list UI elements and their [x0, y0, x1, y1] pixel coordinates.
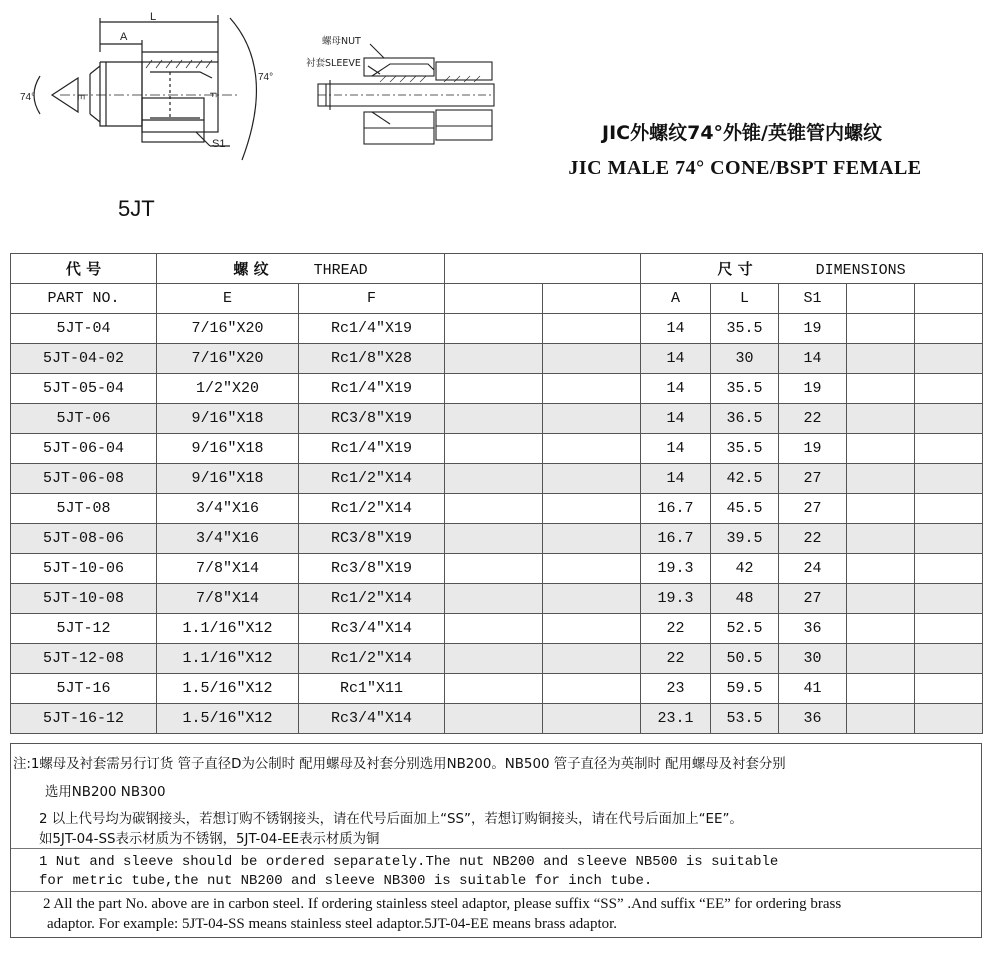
title-chinese: JIC外螺纹74°外锥/英锥管内螺纹 — [602, 122, 882, 144]
cell-thread-f: Rc1/2″X14 — [299, 494, 445, 524]
cell-empty — [847, 524, 915, 554]
cell-empty — [445, 434, 543, 464]
note-cn-2-line-1: 2 以上代号均为碳钢接头，若想订购不锈钢接头，请在代号后面加上“SS”，若想订购铜接头，请在代号后面加上“EE”。 — [39, 812, 743, 827]
cell-empty — [915, 674, 983, 704]
cell-empty — [915, 554, 983, 584]
table-row — [11, 644, 983, 674]
cell-thread-e: 1/2″X20 — [157, 374, 299, 404]
cell-empty — [915, 314, 983, 344]
cell-empty — [445, 374, 543, 404]
cell-empty — [445, 344, 543, 374]
cell-thread-f: Rc1/8″X28 — [299, 344, 445, 374]
cell-empty — [445, 644, 543, 674]
cell-empty — [847, 674, 915, 704]
label-f: F — [208, 92, 218, 98]
cell-empty — [445, 674, 543, 704]
label-nut: 螺母NUT — [322, 36, 361, 47]
cell-dim-a: 22 — [641, 644, 711, 674]
cell-empty — [445, 584, 543, 614]
cell-part-no: 5JT-12-08 — [11, 644, 157, 674]
note-en-1-line-1: 1 Nut and sleeve should be ordered separately.The nut NB200 and sleeve NB500 is suitable — [39, 854, 779, 870]
cell-dim-a: 14 — [641, 434, 711, 464]
cell-part-no: 5JT-06-08 — [11, 464, 157, 494]
cell-thread-f: RC3/8″X19 — [299, 404, 445, 434]
cell-thread-f: Rc1/2″X14 — [299, 644, 445, 674]
cell-dim-s1: 41 — [779, 674, 847, 704]
cell-thread-f: Rc1/4″X19 — [299, 314, 445, 344]
cell-thread-e: 1.1/16″X12 — [157, 644, 299, 674]
cell-dim-l: 36.5 — [711, 404, 779, 434]
header-f: F — [299, 284, 445, 314]
cell-thread-f: Rc3/4″X14 — [299, 614, 445, 644]
cell-dim-a: 23.1 — [641, 704, 711, 734]
cell-dim-s1: 14 — [779, 344, 847, 374]
cell-dim-l: 42 — [711, 554, 779, 584]
cell-part-no: 5JT-12 — [11, 614, 157, 644]
cell-empty — [847, 704, 915, 734]
table-row — [11, 674, 983, 704]
drawing-labels — [20, 11, 273, 150]
cell-empty — [445, 464, 543, 494]
cell-empty — [543, 434, 641, 464]
table-row — [11, 704, 983, 734]
header-dimensions-cn: 尺 寸 — [717, 260, 753, 278]
header-empty — [445, 284, 543, 314]
cell-part-no: 5JT-04-02 — [11, 344, 157, 374]
cell-empty — [847, 434, 915, 464]
notes-box — [10, 743, 982, 938]
cell-part-no: 5JT-06 — [11, 404, 157, 434]
cell-dim-l: 52.5 — [711, 614, 779, 644]
header-part-cn: 代 号 — [11, 254, 157, 284]
cell-empty — [915, 434, 983, 464]
cell-dim-a: 23 — [641, 674, 711, 704]
cell-dim-a: 14 — [641, 344, 711, 374]
cell-part-no: 5JT-16 — [11, 674, 157, 704]
cell-empty — [445, 494, 543, 524]
table-row — [11, 584, 983, 614]
cell-dim-s1: 36 — [779, 614, 847, 644]
cell-dim-a: 16.7 — [641, 494, 711, 524]
label-a: A — [120, 31, 128, 43]
header-a: A — [641, 284, 711, 314]
cell-thread-f: Rc3/4″X14 — [299, 704, 445, 734]
cell-empty — [445, 524, 543, 554]
header-empty — [915, 284, 983, 314]
header-blank-1 — [445, 254, 641, 284]
cell-dim-s1: 22 — [779, 404, 847, 434]
note-en-2-line-2: adaptor. For example: 5JT-04-SS means stainless steel adaptor.5JT-04-EE means brass adaptor. — [47, 916, 618, 932]
cell-thread-e: 7/16″X20 — [157, 314, 299, 344]
cell-thread-e: 1.5/16″X12 — [157, 674, 299, 704]
note-cn-2-line-2: 如5JT-04-SS表示材质为不锈钢，5JT-04-EE表示材质为铜 — [39, 832, 380, 847]
cell-empty — [915, 494, 983, 524]
cell-thread-f: Rc1/4″X19 — [299, 434, 445, 464]
header-empty — [847, 284, 915, 314]
cell-dim-l: 35.5 — [711, 314, 779, 344]
notes-divider — [11, 848, 981, 849]
specification-table — [10, 253, 983, 734]
label-l: L — [150, 11, 157, 23]
cell-dim-s1: 27 — [779, 494, 847, 524]
cell-empty — [445, 704, 543, 734]
cell-empty — [915, 644, 983, 674]
header-dimensions-en: DIMENSIONS — [815, 262, 906, 279]
cell-thread-e: 7/8″X14 — [157, 584, 299, 614]
cell-dim-a: 14 — [641, 314, 711, 344]
label-sleeve: 衬套SLEEVE — [306, 58, 361, 69]
cell-empty — [847, 494, 915, 524]
cell-empty — [847, 404, 915, 434]
cell-empty — [847, 554, 915, 584]
cell-empty — [543, 644, 641, 674]
cell-dim-a: 22 — [641, 614, 711, 644]
cell-dim-l: 48 — [711, 584, 779, 614]
cell-dim-l: 50.5 — [711, 644, 779, 674]
header-e: E — [157, 284, 299, 314]
table-row — [11, 494, 983, 524]
cell-thread-e: 9/16″X18 — [157, 464, 299, 494]
cell-thread-e: 7/16″X20 — [157, 344, 299, 374]
note-cn-1-line-1: 注:1螺母及衬套需另行订货 管子直径D为公制时 配用螺母及衬套分别选用NB200。NB500 管子直径为英制时 配用螺母及衬套分别 — [13, 757, 786, 772]
cell-empty — [847, 644, 915, 674]
label-angle-right: 74° — [258, 72, 274, 83]
cell-dim-a: 16.7 — [641, 524, 711, 554]
cell-empty — [915, 374, 983, 404]
cell-thread-f: Rc1″X11 — [299, 674, 445, 704]
cell-dim-l: 30 — [711, 344, 779, 374]
cell-dim-l: 42.5 — [711, 464, 779, 494]
cell-thread-e: 1.1/16″X12 — [157, 614, 299, 644]
cell-empty — [543, 554, 641, 584]
cell-empty — [543, 464, 641, 494]
cell-dim-s1: 19 — [779, 314, 847, 344]
cell-empty — [445, 314, 543, 344]
table-header-row-2 — [11, 284, 983, 314]
table-row — [11, 434, 983, 464]
cell-empty — [915, 704, 983, 734]
cell-part-no: 5JT-08-06 — [11, 524, 157, 554]
cell-empty — [915, 344, 983, 374]
cell-empty — [543, 344, 641, 374]
cell-thread-e: 9/16″X18 — [157, 404, 299, 434]
cell-thread-e: 3/4″X16 — [157, 494, 299, 524]
note-en-2-line-1: 2 All the part No. above are in carbon steel. If ordering stainless steel adaptor, please suffix “SS” .And suffix “EE” for ordering brass — [43, 896, 842, 912]
cell-thread-f: Rc1/2″X14 — [299, 584, 445, 614]
header-l: L — [711, 284, 779, 314]
table-row — [11, 614, 983, 644]
label-s1: S1 — [212, 138, 226, 150]
cell-empty — [543, 314, 641, 344]
cell-dim-a: 14 — [641, 374, 711, 404]
header-thread — [157, 254, 445, 284]
cell-empty — [847, 314, 915, 344]
title-english: JIC MALE 74° CONE/BSPT FEMALE — [568, 157, 922, 179]
cell-empty — [915, 404, 983, 434]
cell-empty — [847, 584, 915, 614]
note-cn-1-line-2: 选用NB200 NB300 — [45, 785, 166, 800]
header-part-no: PART NO. — [11, 284, 157, 314]
label-angle-left: 74° — [20, 92, 36, 103]
cell-dim-l: 53.5 — [711, 704, 779, 734]
assembly-labels — [306, 35, 361, 69]
cell-dim-l: 39.5 — [711, 524, 779, 554]
cell-part-no: 5JT-06-04 — [11, 434, 157, 464]
cell-part-no: 5JT-10-08 — [11, 584, 157, 614]
cell-dim-a: 19.3 — [641, 584, 711, 614]
model-code: 5JT — [118, 196, 155, 221]
cell-empty — [915, 614, 983, 644]
cell-part-no: 5JT-04 — [11, 314, 157, 344]
table-header-row-1 — [11, 254, 983, 284]
cell-thread-e: 3/4″X16 — [157, 524, 299, 554]
table-row — [11, 314, 983, 344]
cell-empty — [847, 344, 915, 374]
cell-part-no: 5JT-16-12 — [11, 704, 157, 734]
cell-empty — [543, 374, 641, 404]
cell-empty — [915, 524, 983, 554]
table-row — [11, 374, 983, 404]
cell-part-no: 5JT-10-06 — [11, 554, 157, 584]
cell-empty — [445, 404, 543, 434]
cell-dim-a: 14 — [641, 404, 711, 434]
cell-thread-e: 1.5/16″X12 — [157, 704, 299, 734]
cell-dim-s1: 19 — [779, 434, 847, 464]
cell-empty — [915, 584, 983, 614]
table-body — [11, 314, 983, 734]
cell-part-no: 5JT-05-04 — [11, 374, 157, 404]
cell-dim-s1: 30 — [779, 644, 847, 674]
cell-thread-f: Rc1/4″X19 — [299, 374, 445, 404]
cell-empty — [543, 614, 641, 644]
cell-dim-a: 19.3 — [641, 554, 711, 584]
cell-empty — [847, 464, 915, 494]
notes-divider — [11, 891, 981, 892]
cell-dim-s1: 27 — [779, 584, 847, 614]
cell-dim-l: 59.5 — [711, 674, 779, 704]
cell-dim-s1: 22 — [779, 524, 847, 554]
cell-empty — [543, 704, 641, 734]
cell-empty — [445, 554, 543, 584]
header-thread-en: THREAD — [313, 262, 368, 279]
cell-thread-e: 7/8″X14 — [157, 554, 299, 584]
cell-part-no: 5JT-08 — [11, 494, 157, 524]
cell-empty — [445, 614, 543, 644]
cell-empty — [543, 524, 641, 554]
cell-thread-f: Rc3/8″X19 — [299, 554, 445, 584]
header-empty — [543, 284, 641, 314]
cell-dim-s1: 36 — [779, 704, 847, 734]
table-row — [11, 404, 983, 434]
cell-thread-f: Rc1/2″X14 — [299, 464, 445, 494]
header-thread-cn: 螺 纹 — [233, 260, 269, 278]
cell-empty — [543, 674, 641, 704]
cell-empty — [915, 464, 983, 494]
cell-thread-f: RC3/8″X19 — [299, 524, 445, 554]
cell-empty — [543, 404, 641, 434]
cell-dim-s1: 24 — [779, 554, 847, 584]
table-row — [11, 524, 983, 554]
cell-empty — [847, 614, 915, 644]
cell-dim-s1: 19 — [779, 374, 847, 404]
cell-dim-s1: 27 — [779, 464, 847, 494]
table-row — [11, 344, 983, 374]
cell-thread-e: 9/16″X18 — [157, 434, 299, 464]
table-row — [11, 554, 983, 584]
cell-dim-l: 35.5 — [711, 434, 779, 464]
label-e: E — [76, 94, 86, 101]
note-en-1-line-2: for metric tube,the nut NB200 and sleeve NB300 is suitable for inch tube. — [39, 873, 653, 889]
header-s1: S1 — [779, 284, 847, 314]
cell-empty — [543, 494, 641, 524]
table-row — [11, 464, 983, 494]
cell-dim-l: 45.5 — [711, 494, 779, 524]
cell-empty — [543, 584, 641, 614]
header-dimensions — [641, 254, 983, 284]
cell-dim-a: 14 — [641, 464, 711, 494]
cell-empty — [847, 374, 915, 404]
cell-dim-l: 35.5 — [711, 374, 779, 404]
